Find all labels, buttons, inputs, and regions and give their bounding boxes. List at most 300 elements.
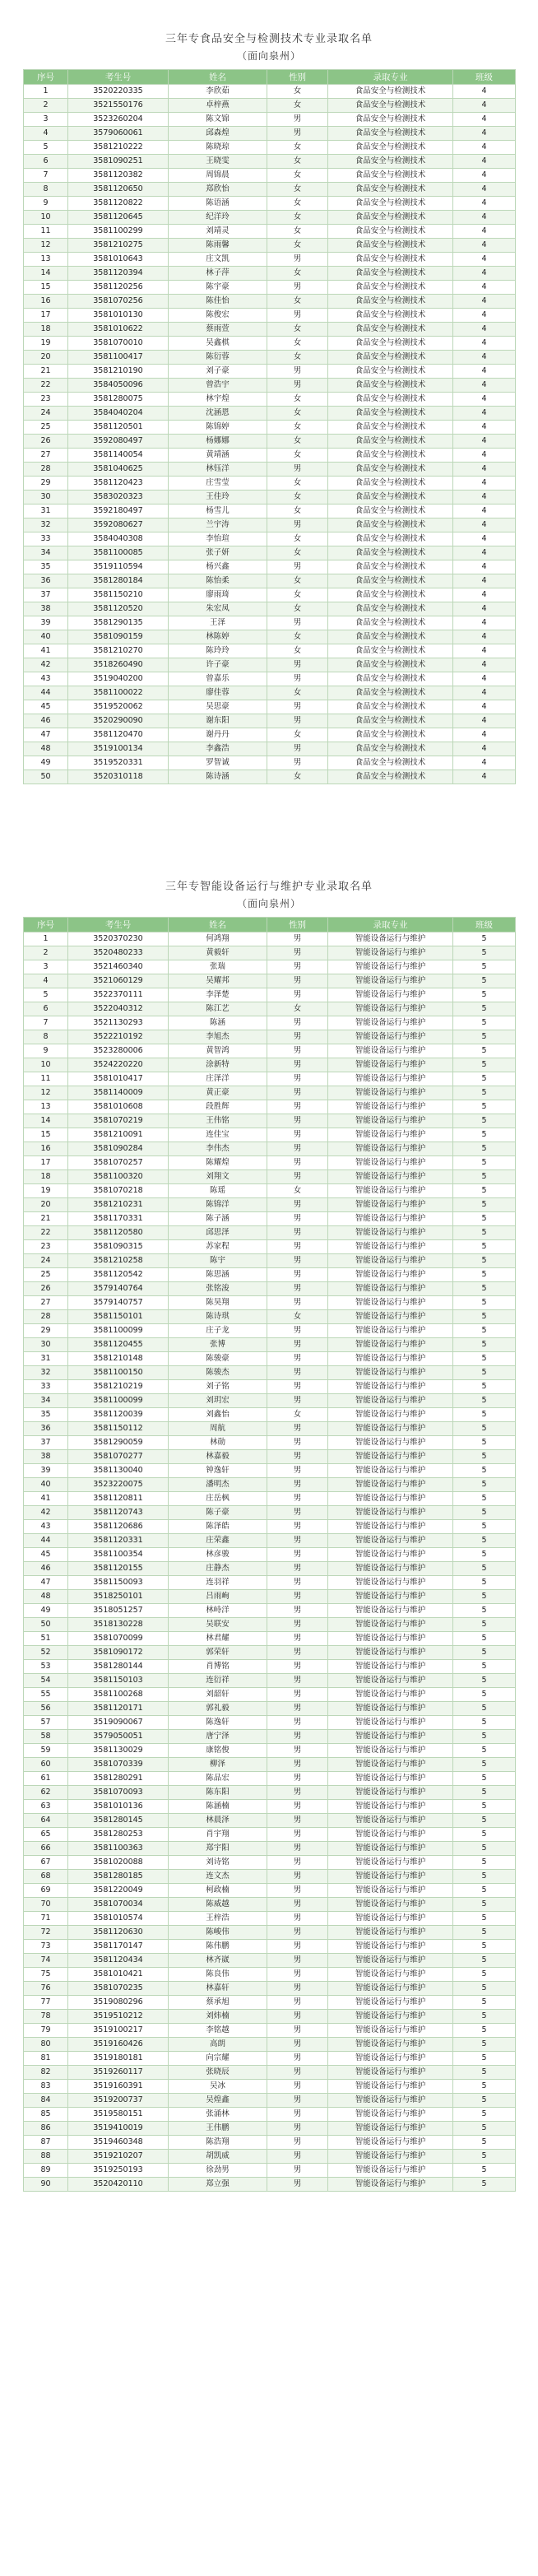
table-row [24,183,516,197]
table-cell: 5 [453,1828,516,1842]
table-cell: 智能设备运行与维护 [328,1058,453,1072]
table-cell: 5 [453,1198,516,1212]
table-cell: 许子豪 [169,658,267,672]
table-cell: 曾嘉乐 [169,672,267,686]
table-cell: 女 [267,351,328,365]
table-row [24,351,516,365]
table-cell: 郑立强 [169,2178,267,2192]
table-cell: 陈语涵 [169,197,267,211]
table-cell: 连衍祥 [169,1674,267,1688]
table-cell: 49 [24,1604,68,1618]
table-cell: 3518051257 [68,1604,169,1618]
table-cell: 37 [24,1436,68,1450]
table-row [24,658,516,672]
table-cell: 智能设备运行与维护 [328,1030,453,1044]
table-cell: 食品安全与检测技术 [328,421,453,435]
table-cell: 陈锦洋 [169,1198,267,1212]
table-cell: 男 [267,1100,328,1114]
table-cell: 3581150210 [68,588,169,602]
table-cell: 39 [24,1464,68,1478]
table-cell: 陈涵楠 [169,1800,267,1814]
table-cell: 3520310118 [68,770,169,784]
table-cell: 罗智诚 [169,756,267,770]
table-cell: 张子妍 [169,546,267,560]
column-header: 考生号 [68,918,169,932]
table-cell: 3518250101 [68,1590,169,1604]
table-row [24,1058,516,1072]
table-cell: 3581100022 [68,686,169,700]
table-row [24,1366,516,1380]
table-cell: 50 [24,770,68,784]
table-cell: 男 [267,1072,328,1086]
table-cell: 男 [267,960,328,974]
table-cell: 男 [267,742,328,756]
table-row [24,435,516,449]
table-row [24,2136,516,2150]
column-header: 序号 [24,70,68,85]
table-cell: 23 [24,1240,68,1254]
section-food-safety [23,31,515,784]
table-cell: 邱思泽 [169,1226,267,1240]
table-row [24,239,516,253]
table-cell: 男 [267,1884,328,1898]
table-cell: 女 [267,337,328,351]
table-cell: 3581120743 [68,1506,169,1520]
table-cell: 5 [453,1128,516,1142]
table-cell: 16 [24,1142,68,1156]
table-row [24,1072,516,1086]
table-cell: 智能设备运行与维护 [328,1842,453,1856]
table-cell: 3521550176 [68,99,169,113]
table-cell: 女 [267,421,328,435]
table-cell: 4 [453,672,516,686]
table-cell: 3581010574 [68,1912,169,1926]
table-cell: 食品安全与检测技术 [328,742,453,756]
table-cell: 17 [24,309,68,323]
table-cell: 女 [267,407,328,421]
table-cell: 男 [267,127,328,141]
table-cell: 4 [453,491,516,505]
table-cell: 智能设备运行与维护 [328,1198,453,1212]
table-cell: 男 [267,1352,328,1366]
table-cell: 智能设备运行与维护 [328,1156,453,1170]
table-cell: 陈东阳 [169,1786,267,1800]
section-title: 三年专智能设备运行与维护专业录取名单 [165,881,373,893]
table-cell: 4 [453,113,516,127]
table-cell: 4 [453,365,516,379]
table-cell: 智能设备运行与维护 [328,1520,453,1534]
table-cell: 4 [453,630,516,644]
table-row [24,505,516,518]
table-row [24,1716,516,1730]
table-cell: 3581150093 [68,1576,169,1590]
table-cell: 智能设备运行与维护 [328,1562,453,1576]
table-cell: 3581100268 [68,1688,169,1702]
table-cell: 3581120580 [68,1226,169,1240]
table-cell: 4 [453,295,516,309]
table-cell: 食品安全与检测技术 [328,602,453,616]
table-cell: 杨娜娜 [169,435,267,449]
table-cell: 智能设备运行与维护 [328,1352,453,1366]
table-cell: 46 [24,1562,68,1576]
table-cell: 刘玥宏 [169,1394,267,1408]
table-cell: 21 [24,365,68,379]
table-row [24,2178,516,2192]
table-cell: 女 [267,239,328,253]
table-cell: 5 [453,1688,516,1702]
table-cell: 4 [453,588,516,602]
table-cell: 23 [24,393,68,407]
table-cell: 智能设备运行与维护 [328,1268,453,1282]
table-cell: 38 [24,602,68,616]
table-cell: 5 [453,1506,516,1520]
admission-table [23,917,516,2192]
table-row [24,2080,516,2094]
table-cell: 15 [24,281,68,295]
table-cell: 智能设备运行与维护 [328,1016,453,1030]
table-row [24,532,516,546]
table-cell: 5 [453,2122,516,2136]
table-cell: 蔡承旭 [169,1996,267,2010]
table-cell: 5 [453,974,516,988]
table-cell: 男 [267,974,328,988]
table-row [24,1212,516,1226]
table-cell: 陈瑶 [169,1184,267,1198]
table-cell: 女 [267,99,328,113]
table-cell: 4 [453,742,516,756]
table-cell: 智能设备运行与维护 [328,1072,453,1086]
table-cell: 男 [267,1044,328,1058]
table-cell: 3579140764 [68,1282,169,1296]
table-cell: 朱宏凤 [169,602,267,616]
table-cell: 28 [24,1310,68,1324]
table-cell: 女 [267,505,328,518]
table-row [24,225,516,239]
table-cell: 智能设备运行与维护 [328,1898,453,1912]
table-cell: 3581120645 [68,211,169,225]
table-cell: 陈骏杰 [169,1366,267,1380]
table-row [24,1534,516,1548]
table-cell: 5 [453,1086,516,1100]
table-row [24,449,516,463]
table-cell: 陈晓琼 [169,141,267,155]
table-cell: 男 [267,1800,328,1814]
table-cell: 男 [267,1674,328,1688]
table-cell: 男 [267,756,328,770]
table-cell: 陈诗涵 [169,770,267,784]
table-cell: 女 [267,435,328,449]
table-cell: 女 [267,588,328,602]
table-cell: 3581100320 [68,1170,169,1184]
table-cell: 45 [24,1548,68,1562]
table-cell: 51 [24,1632,68,1646]
table-cell: 38 [24,1450,68,1464]
table-cell: 3521130293 [68,1016,169,1030]
table-cell: 3581070339 [68,1758,169,1772]
table-cell: 34 [24,1394,68,1408]
table-cell: 王伟鹏 [169,2122,267,2136]
table-cell: 43 [24,1520,68,1534]
column-header: 序号 [24,918,68,932]
table-cell: 陈泽皓 [169,1520,267,1534]
table-cell: 智能设备运行与维护 [328,1590,453,1604]
table-cell: 5 [24,141,68,155]
table-cell: 女 [267,267,328,281]
table-cell: 男 [267,518,328,532]
table-cell: 3581120822 [68,197,169,211]
table-cell: 陈诗琪 [169,1310,267,1324]
table-cell: 智能设备运行与维护 [328,1548,453,1562]
table-cell: 5 [453,1352,516,1366]
table-cell: 男 [267,1772,328,1786]
table-cell: 李伟杰 [169,1142,267,1156]
table-cell: 19 [24,1184,68,1198]
table-cell: 女 [267,491,328,505]
table-cell: 智能设备运行与维护 [328,1450,453,1464]
table-cell: 智能设备运行与维护 [328,1814,453,1828]
table-cell: 24 [24,407,68,421]
table-cell: 女 [267,393,328,407]
table-cell: 肖宇翔 [169,1828,267,1842]
table-cell: 智能设备运行与维护 [328,1660,453,1674]
table-cell: 12 [24,1086,68,1100]
table-cell: 5 [453,1954,516,1968]
table-cell: 85 [24,2108,68,2122]
table-cell: 男 [267,1590,328,1604]
table-row [24,770,516,784]
table-cell: 9 [24,197,68,211]
table-cell: 5 [453,1716,516,1730]
table-row [24,1814,516,1828]
table-cell: 4 [453,658,516,672]
table-cell: 林彦骏 [169,1548,267,1562]
table-row [24,477,516,491]
table-cell: 3584040204 [68,407,169,421]
table-cell: 郭礼毅 [169,1702,267,1716]
table-row [24,946,516,960]
table-cell: 智能设备运行与维护 [328,1114,453,1128]
table-cell: 82 [24,2066,68,2080]
table-cell: 智能设备运行与维护 [328,1870,453,1884]
table-cell: 智能设备运行与维护 [328,1576,453,1590]
table-cell: 3520480233 [68,946,169,960]
table-cell: 3584040308 [68,532,169,546]
table-cell: 5 [24,988,68,1002]
table-cell: 3581210222 [68,141,169,155]
table-cell: 刘韶轩 [169,1688,267,1702]
table-cell: 4 [453,99,516,113]
table-cell: 智能设备运行与维护 [328,1982,453,1996]
table-cell: 食品安全与检测技术 [328,281,453,295]
table-cell: 林陈婷 [169,630,267,644]
table-cell: 陈佳怡 [169,295,267,309]
table-cell: 5 [453,1422,516,1436]
table-cell: 4 [453,435,516,449]
table-cell: 22 [24,379,68,393]
table-row [24,1632,516,1646]
table-cell: 3581220049 [68,1884,169,1898]
table-cell: 男 [267,1254,328,1268]
table-cell: 37 [24,588,68,602]
table-row [24,1450,516,1464]
table-cell: 女 [267,1310,328,1324]
table-cell: 智能设备运行与维护 [328,1884,453,1898]
table-row [24,960,516,974]
table-cell: 廖佳蓉 [169,686,267,700]
table-cell: 食品安全与检测技术 [328,435,453,449]
table-row [24,253,516,267]
table-cell: 女 [267,728,328,742]
table-cell: 74 [24,1954,68,1968]
table-row [24,155,516,169]
table-header-row [24,70,516,85]
table-cell: 女 [267,546,328,560]
table-cell: 廖雨琦 [169,588,267,602]
table-cell: 男 [267,2038,328,2052]
table-cell: 王梓浩 [169,1912,267,1926]
table-row [24,1478,516,1492]
table-row [24,932,516,946]
table-cell: 男 [267,1114,328,1128]
table-cell: 男 [267,2178,328,2192]
table-cell: 4 [453,197,516,211]
table-cell: 3519100134 [68,742,169,756]
table-cell: 智能设备运行与维护 [328,1226,453,1240]
table-row [24,1100,516,1114]
table-cell: 林齐崴 [169,1954,267,1968]
table-cell: 智能设备运行与维护 [328,1632,453,1646]
table-cell: 段胜辉 [169,1100,267,1114]
table-row [24,644,516,658]
table-cell: 48 [24,742,68,756]
table-cell: 男 [267,2108,328,2122]
table-cell: 智能设备运行与维护 [328,2010,453,2024]
table-cell: 60 [24,1758,68,1772]
table-cell: 3581280185 [68,1870,169,1884]
table-row [24,1002,516,1016]
column-header: 性别 [267,918,328,932]
table-row [24,1842,516,1856]
table-cell: 男 [267,253,328,267]
table-cell: 18 [24,1170,68,1184]
table-cell: 陈文锦 [169,113,267,127]
table-cell: 食品安全与检测技术 [328,309,453,323]
table-cell: 男 [267,2010,328,2024]
table-cell: 4 [24,974,68,988]
table-cell: 陈品宏 [169,1772,267,1786]
table-cell: 男 [267,2150,328,2164]
table-cell: 3592080627 [68,518,169,532]
table-cell: 54 [24,1674,68,1688]
table-cell: 61 [24,1772,68,1786]
table-cell: 男 [267,1520,328,1534]
table-cell: 4 [453,323,516,337]
table-row [24,1898,516,1912]
table-cell: 26 [24,435,68,449]
table-cell: 男 [267,946,328,960]
table-cell: 3581280145 [68,1814,169,1828]
table-cell: 男 [267,1212,328,1226]
table-cell: 男 [267,1786,328,1800]
table-row [24,714,516,728]
table-cell: 4 [453,532,516,546]
table-cell: 5 [453,988,516,1002]
table-row [24,616,516,630]
table-cell: 4 [453,700,516,714]
table-row [24,1016,516,1030]
table-cell: 男 [267,2094,328,2108]
table-cell: 女 [267,211,328,225]
table-cell: 3581070093 [68,1786,169,1800]
table-cell: 男 [267,2136,328,2150]
table-cell: 智能设备运行与维护 [328,1338,453,1352]
table-cell: 男 [267,1170,328,1184]
table-cell: 男 [267,2052,328,2066]
table-cell: 3519180181 [68,2052,169,2066]
table-cell: 食品安全与检测技术 [328,532,453,546]
table-cell: 3581170147 [68,1940,169,1954]
table-row [24,1030,516,1044]
table-cell: 5 [453,1968,516,1982]
table-cell: 胡凯威 [169,2150,267,2164]
column-header: 班级 [453,70,516,85]
table-cell: 3519090067 [68,1716,169,1730]
table-cell: 男 [267,932,328,946]
table-cell: 17 [24,1156,68,1170]
table-cell: 3521460340 [68,960,169,974]
table-row [24,630,516,644]
table-row [24,2164,516,2178]
table-cell: 林钰洋 [169,463,267,477]
table-cell: 5 [453,1856,516,1870]
table-cell: 3 [24,113,68,127]
column-header: 姓名 [169,70,267,85]
table-cell: 3519200737 [68,2094,169,2108]
table-cell: 3522210192 [68,1030,169,1044]
table-cell: 4 [453,602,516,616]
table-cell: 4 [453,337,516,351]
table-cell: 食品安全与检测技术 [328,323,453,337]
table-cell: 食品安全与检测技术 [328,351,453,365]
table-cell: 4 [453,756,516,770]
table-cell: 28 [24,463,68,477]
table-cell: 5 [453,1576,516,1590]
table-cell: 刘子铭 [169,1380,267,1394]
table-cell: 食品安全与检测技术 [328,644,453,658]
table-cell: 庄雪莹 [169,477,267,491]
table-cell: 男 [267,1324,328,1338]
table-cell: 4 [453,267,516,281]
table-cell: 智能设备运行与维护 [328,1716,453,1730]
table-cell: 智能设备运行与维护 [328,1464,453,1478]
table-cell: 87 [24,2136,68,2150]
table-cell: 男 [267,1086,328,1100]
table-cell: 男 [267,1156,328,1170]
table-cell: 黄靖涵 [169,449,267,463]
table-row [24,463,516,477]
table-cell: 陈衍蓉 [169,351,267,365]
table-cell: 5 [453,1282,516,1296]
table-cell: 黄毅轩 [169,946,267,960]
table-cell: 柳泽 [169,1758,267,1772]
table-cell: 32 [24,1366,68,1380]
table-cell: 3581120811 [68,1492,169,1506]
table-cell: 4 [453,714,516,728]
table-cell: 3581120470 [68,728,169,742]
table-cell: 5 [453,1254,516,1268]
table-row [24,1618,516,1632]
table-cell: 男 [267,1758,328,1772]
